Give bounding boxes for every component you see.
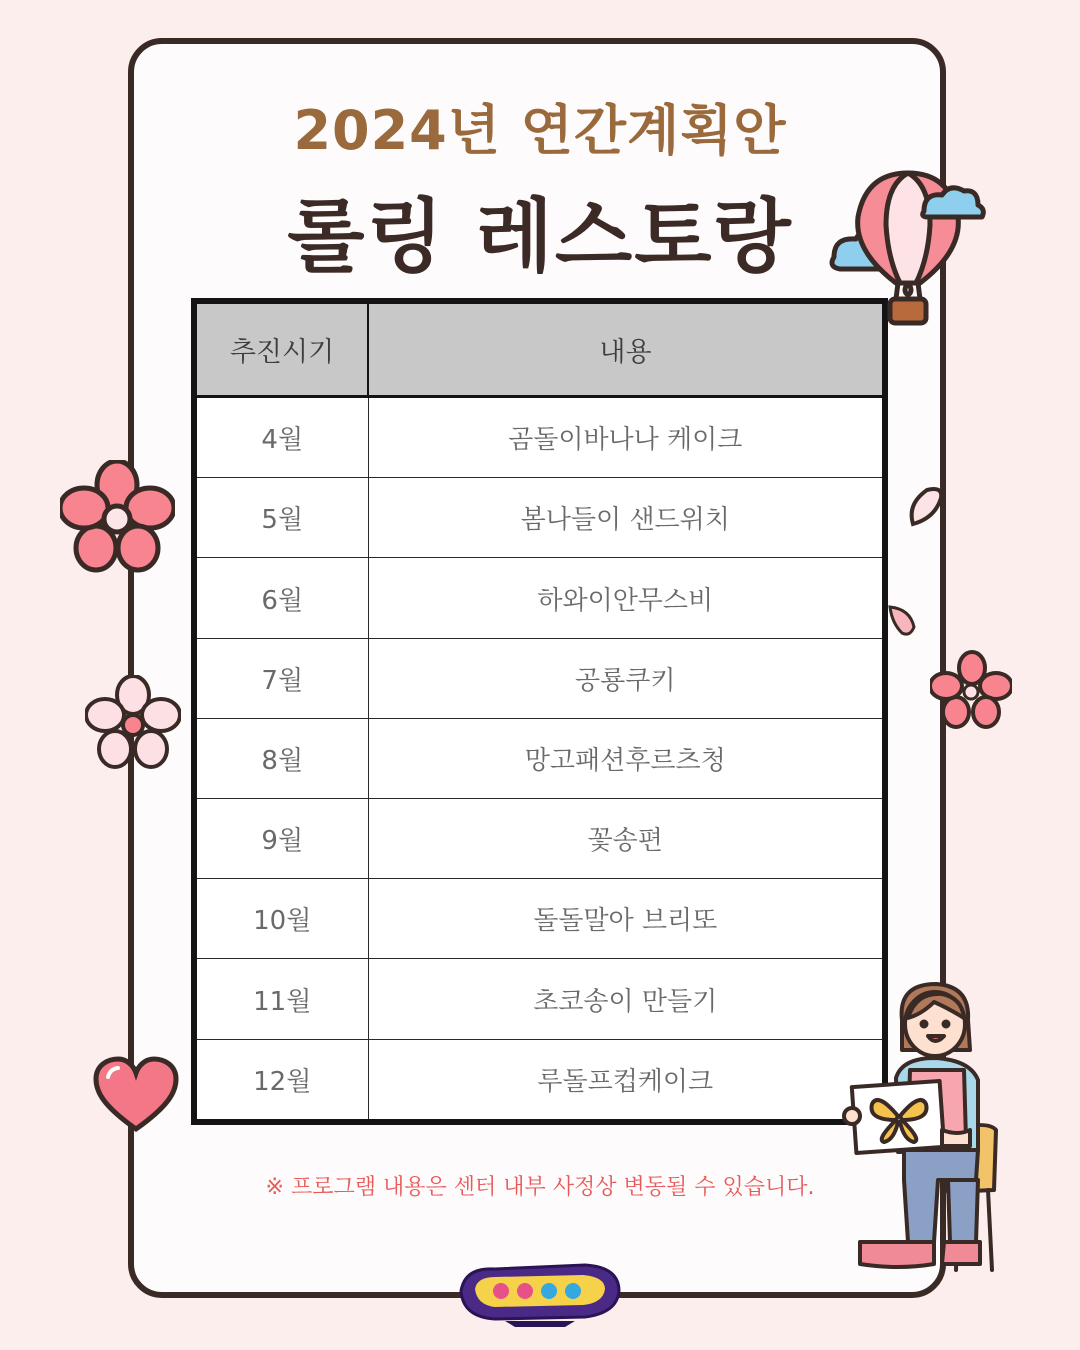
flower-icon xyxy=(930,650,1012,730)
month-cell: 7월 xyxy=(194,638,368,718)
content-cell: 봄나들이 샌드위치 xyxy=(368,478,885,558)
table-row xyxy=(194,558,885,638)
table-row xyxy=(194,638,885,718)
month-cell: 9월 xyxy=(194,799,368,879)
content-cell: 돌돌말아 브리또 xyxy=(368,879,885,959)
content-cell: 초코송이 만들기 xyxy=(368,959,885,1039)
table-row xyxy=(194,879,885,959)
header-content: 내용 xyxy=(368,301,885,397)
content-cell: 곰돌이바나나 케이크 xyxy=(368,397,885,478)
table-row xyxy=(194,478,885,558)
content-cell: 하와이안무스비 xyxy=(368,558,885,638)
table-row xyxy=(194,718,885,798)
month-cell: 6월 xyxy=(194,558,368,638)
page-subtitle: 2024년 연간계획안 xyxy=(293,99,787,162)
teacher-illustration xyxy=(838,980,1006,1278)
month-cell: 5월 xyxy=(194,478,368,558)
hot-air-balloon-icon xyxy=(826,165,991,330)
osan-dream-center-logo xyxy=(455,1255,625,1327)
table-row xyxy=(194,1039,885,1122)
content-cell: 공룡쿠키 xyxy=(368,638,885,718)
notice-text: ※ 프로그램 내용은 센터 내부 사정상 변동될 수 있습니다. xyxy=(265,1175,815,1200)
page-title: 롤링 레스토랑 xyxy=(287,190,793,283)
content-cell: 꽃송편 xyxy=(368,799,885,879)
petal-icon xyxy=(905,484,947,530)
flower-icon xyxy=(85,675,181,771)
month-cell: 12월 xyxy=(194,1039,368,1122)
annual-plan-table xyxy=(191,298,888,1125)
table-row xyxy=(194,799,885,879)
content-cell: 루돌프컵케이크 xyxy=(368,1039,885,1122)
table-row xyxy=(194,397,885,478)
table-row xyxy=(194,959,885,1039)
header-period: 추진시기 xyxy=(194,301,368,397)
table-header-row xyxy=(194,301,885,397)
month-cell: 11월 xyxy=(194,959,368,1039)
month-cell: 8월 xyxy=(194,718,368,798)
flower-icon xyxy=(60,460,175,575)
month-cell: 4월 xyxy=(194,397,368,478)
petal-icon xyxy=(886,603,918,639)
heart-icon xyxy=(92,1055,180,1135)
month-cell: 10월 xyxy=(194,879,368,959)
content-cell: 망고패션후르츠청 xyxy=(368,718,885,798)
